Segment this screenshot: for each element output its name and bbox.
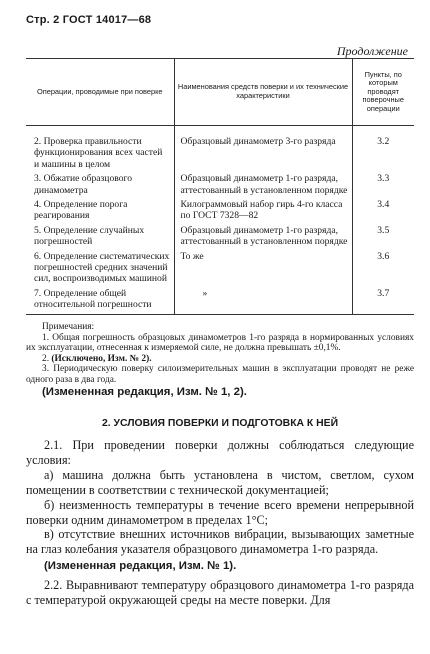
note-2-text: (Исключено, Изм. № 2). — [51, 353, 152, 364]
operation-cell: 5. Определение случайных погрешностей — [34, 224, 145, 248]
paragraph-2-1: 2.1. При проведении поверки должны соблюдаться следующие условия: — [26, 438, 414, 467]
means-cell: Образцовый динамометр 1-го разряда, аттестованный в установленном порядке — [174, 173, 352, 199]
table-header-row — [26, 59, 414, 126]
condition-a: а) машина должна быть установлена в чистом, светлом, сухом помещении в соответствии с технической документацией; — [26, 467, 414, 497]
table-row — [26, 225, 414, 251]
clause-cell: 3.5 — [377, 224, 390, 236]
table-row — [26, 251, 414, 288]
means-cell: То же — [174, 251, 352, 288]
operations-table — [26, 58, 414, 315]
condition-c: в) отсутствие внешних источников вибрации, вызывающих заметные на глаз колебания указателя образцового динамометра 1-го разряда. — [26, 527, 414, 557]
column-header-means: Наименования средств поверки и их технические характеристики — [174, 59, 352, 126]
means-cell: Образцовый динамометр 3-го разряда — [174, 126, 352, 174]
amendment-note-2: (Измененная редакция, Изм. № 1). — [44, 560, 237, 573]
table-row — [26, 173, 414, 199]
means-cell: » — [174, 288, 352, 314]
clause-cell: 3.6 — [377, 250, 390, 262]
notes-block — [26, 322, 414, 386]
continuation-label: Продолжение — [336, 44, 408, 58]
table-row — [26, 126, 414, 174]
section-title: 2. УСЛОВИЯ ПОВЕРКИ И ПОДГОТОВКА К НЕЙ — [101, 418, 339, 429]
amendment-note: (Измененная редакция, Изм. № 1, 2). — [42, 386, 247, 398]
page-header: Стр. 2 ГОСТ 14017—68 — [26, 14, 152, 26]
condition-b: б) неизменность температуры в течение всего времени непрерывной поверки одним динамометром в пределах 1°С; — [26, 497, 414, 527]
clause-cell: 3.7 — [352, 288, 414, 314]
clause-cell: 3.3 — [377, 173, 390, 185]
means-cell: Образцовый динамометр 1-го разряда, аттестованный в установленном порядке — [174, 225, 352, 251]
clause-cell: 3.2 — [377, 136, 390, 147]
operation-cell: 4. Определение порога реагирования — [34, 199, 128, 222]
note-1: 1. Общая погрешность образцовых динамометров 1-го разряда в нормированных условиях их эксплуатации, отнесенная к измеряемой силе, не должна превышать ±0,1%. — [26, 332, 414, 354]
paragraph-2-2: 2.2. Выравнивают температуру образцового динамометра 1-го разряда с температурой окружающей среды на месте поверки. Для — [26, 578, 414, 608]
column-header-clause: Пункты, по которым проводят поверочные операции — [352, 59, 414, 126]
operation-cell: 3. Обжатие образцового динамометра — [34, 173, 132, 196]
section-body — [26, 438, 414, 608]
note-3: 3. Периодическую поверку силоизмерительных машин в эксплуатации проводят не реже одного раза в два года. — [26, 364, 414, 385]
means-cell: Килограммовый набор гирь 4-го класса по ГОСТ 7328—82 — [174, 199, 352, 225]
note-2 — [26, 354, 414, 365]
operation-cell: 7. Определение общей относительной погрешности — [26, 288, 174, 314]
notes-title: Примечания: — [42, 322, 95, 332]
table-row — [26, 199, 414, 225]
operation-cell: 6. Определение систематических погрешностей средних значений сил, воспроизводимых машиной — [34, 250, 170, 285]
clause-cell: 3.4 — [377, 199, 390, 211]
operation-cell: 2. Проверка правильности функционирования всех частей и машины в целом — [34, 136, 163, 170]
table-row — [26, 288, 414, 314]
column-header-operation: Операции, проводимые при поверке — [26, 59, 174, 126]
note-2-number: 2. — [42, 353, 50, 364]
